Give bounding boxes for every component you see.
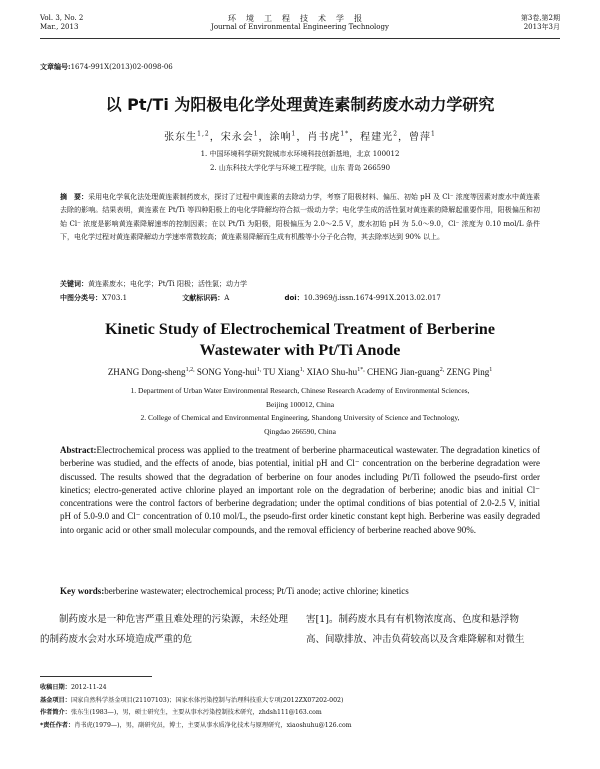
body-column-left <box>40 610 288 650</box>
affiliations-en: 1. Department of Urban Water Environmental Research, Chinese Research Academy of Environmental Sciences, Beijing 100012, China 2. College of Chemical and Environmental Engineering, Shandong University of Science and Technology, Qingdao 266590, China <box>130 386 470 436</box>
title-en: Kinetic Study of Electrochemical Treatment of Berberine Wastewater with Pt/Ti Anode <box>105 321 495 359</box>
abstract-en: Abstract:Electrochemical process was applied to the treatment of berberine pharmaceutical wastewater. The degradation kinetics of berberine was studied, and the effects of anode, bias potential, initial pH and Cl⁻ concentration on the berberine degradation were discussed. The results showed that the degradation of berberine on four anodes including Pt/Ti followed the pseudo-first order kinetics; electro-generated active chlorine played an important role on the degradation of berberine; anodic bias and initial Cl⁻ concentrations were the control factors of berberine degradation; under the optimal conditions of bias potential of 2.0-2.5 V, initial pH of 5.0-9.0 and Cl⁻ concentration of 0.10 mol/L, the pseudo-first order kinetic constant kept high. Berberine was easily degraded into organic acid or other small molecular compounds, and the removal efficiency of berberine reached above 90%. <box>60 445 540 535</box>
footnote-funding: 基金项目：国家自然科学基金项目(21107103)；国家水体污染控制与治理科技重大专项(2012ZX07202-002) <box>40 696 344 704</box>
footnote-corresponding: *责任作者：肖书虎(1979—)，男，副研究员，博士，主要从事水质净化技术与原理研究，xiaoshuhu@126.com <box>40 721 352 729</box>
doi-link[interactable]: 10.3969/j.issn.1674-991X.2013.02.017 <box>303 294 441 302</box>
footnote-author: 作者简介：张东生(1983—)，男，硕士研究生，主要从事水污染控制技术研究，zhdsh111@163.com <box>40 709 322 717</box>
journal-name-cn: 环境工程技术学报 <box>228 14 372 23</box>
keywords-en: Key words:berberine wastewater; electrochemical process; Pt/Ti anode; active chlorine; kinetics <box>60 586 409 596</box>
keywords-cn: 关键词：黄连素废水；电化学；Pt/Ti 阳极；活性氯；动力学 <box>60 280 248 288</box>
classification-cn: 中图分类号：X703.1 文献标识码：A doi：10.3969/j.issn.1674-991X.2013.02.017 <box>60 294 441 302</box>
article-number: 文章编号:1674-991X(2013)02-0098-06 <box>40 62 173 71</box>
running-header <box>40 14 560 38</box>
header-rule <box>40 38 560 39</box>
title-cn: 以 Pt/Ti 为阳极电化学处理黄连素制药废水动力学研究 <box>105 95 495 114</box>
body-paragraph: 制药废水是一种危害严重且难处理的污染源，未经处理的制药废水会对水环境造成严重的危 <box>40 614 288 645</box>
body-column-right: 害[1]。制药废水具有有机物浓度高、色度和悬浮物 高、间歇排放、冲击负荷较高以及含难降解和对微生 <box>306 614 525 645</box>
abstract-cn: 摘 要：采用电化学氧化法处理黄连素制药废水，探讨了过程中黄连素的去除动力学，考察了阳极材料、偏压、初始 pH 及 Cl⁻ 浓度等因素对废水中黄连素去除的影响。结果表明，黄连素在 Pt/Ti 等四种阳极上的电化学降解均符合拟一级动力学；电化学生成的活性氯对黄连素的降解起重要作用，阳极偏压和初始 Cl⁻ 浓度是影响黄连素降解速率的控制因素；在以 Pt/Ti 为阳极，阳极偏压为 2.0～2.5 V，废水初始 pH 为 5.0～9.0，Cl⁻ 浓度为 0.10 mol/L 条件下，电化学过程对黄连素降解动力学速率常数较高；黄连素易降解而生成有机酸等小分子化合物，其去除率达到 90% 以上。 <box>60 193 540 242</box>
authors-cn: 张东生$^{1,2}$，宋永会$^1$，涂响$^1$，肖书虎$^{1*}$，程建光$^2$，曾萍$^1$ <box>164 130 436 143</box>
header-journal <box>40 14 560 32</box>
footnotes <box>40 682 560 732</box>
header-volume: Vol. 3, No. 2 Mar., 2013 <box>40 14 84 31</box>
footnote-rule <box>40 676 152 677</box>
footnote-received: 收稿日期：2012-11-24 <box>40 684 107 691</box>
affiliations-cn: 1. 中国环境科学研究院城市水环境科技创新基地，北京 100012 2. 山东科技大学化学与环境工程学院，山东 青岛 266590 <box>200 150 400 172</box>
authors-en: ZHANG Dong-sheng$^{1,2,}$ SONG Yong-hui$^{1,}$ TU Xiang$^{1,}$ XIAO Shu-$hu^{1*,}$ CHENG Jian-guang$^{2,}$ ZENG Ping$^1$ <box>107 367 493 377</box>
journal-name-en: Journal of Environmental Engineering Technology <box>211 23 389 31</box>
header-issue: 第3卷,第2期 2013年3月 <box>520 14 560 31</box>
